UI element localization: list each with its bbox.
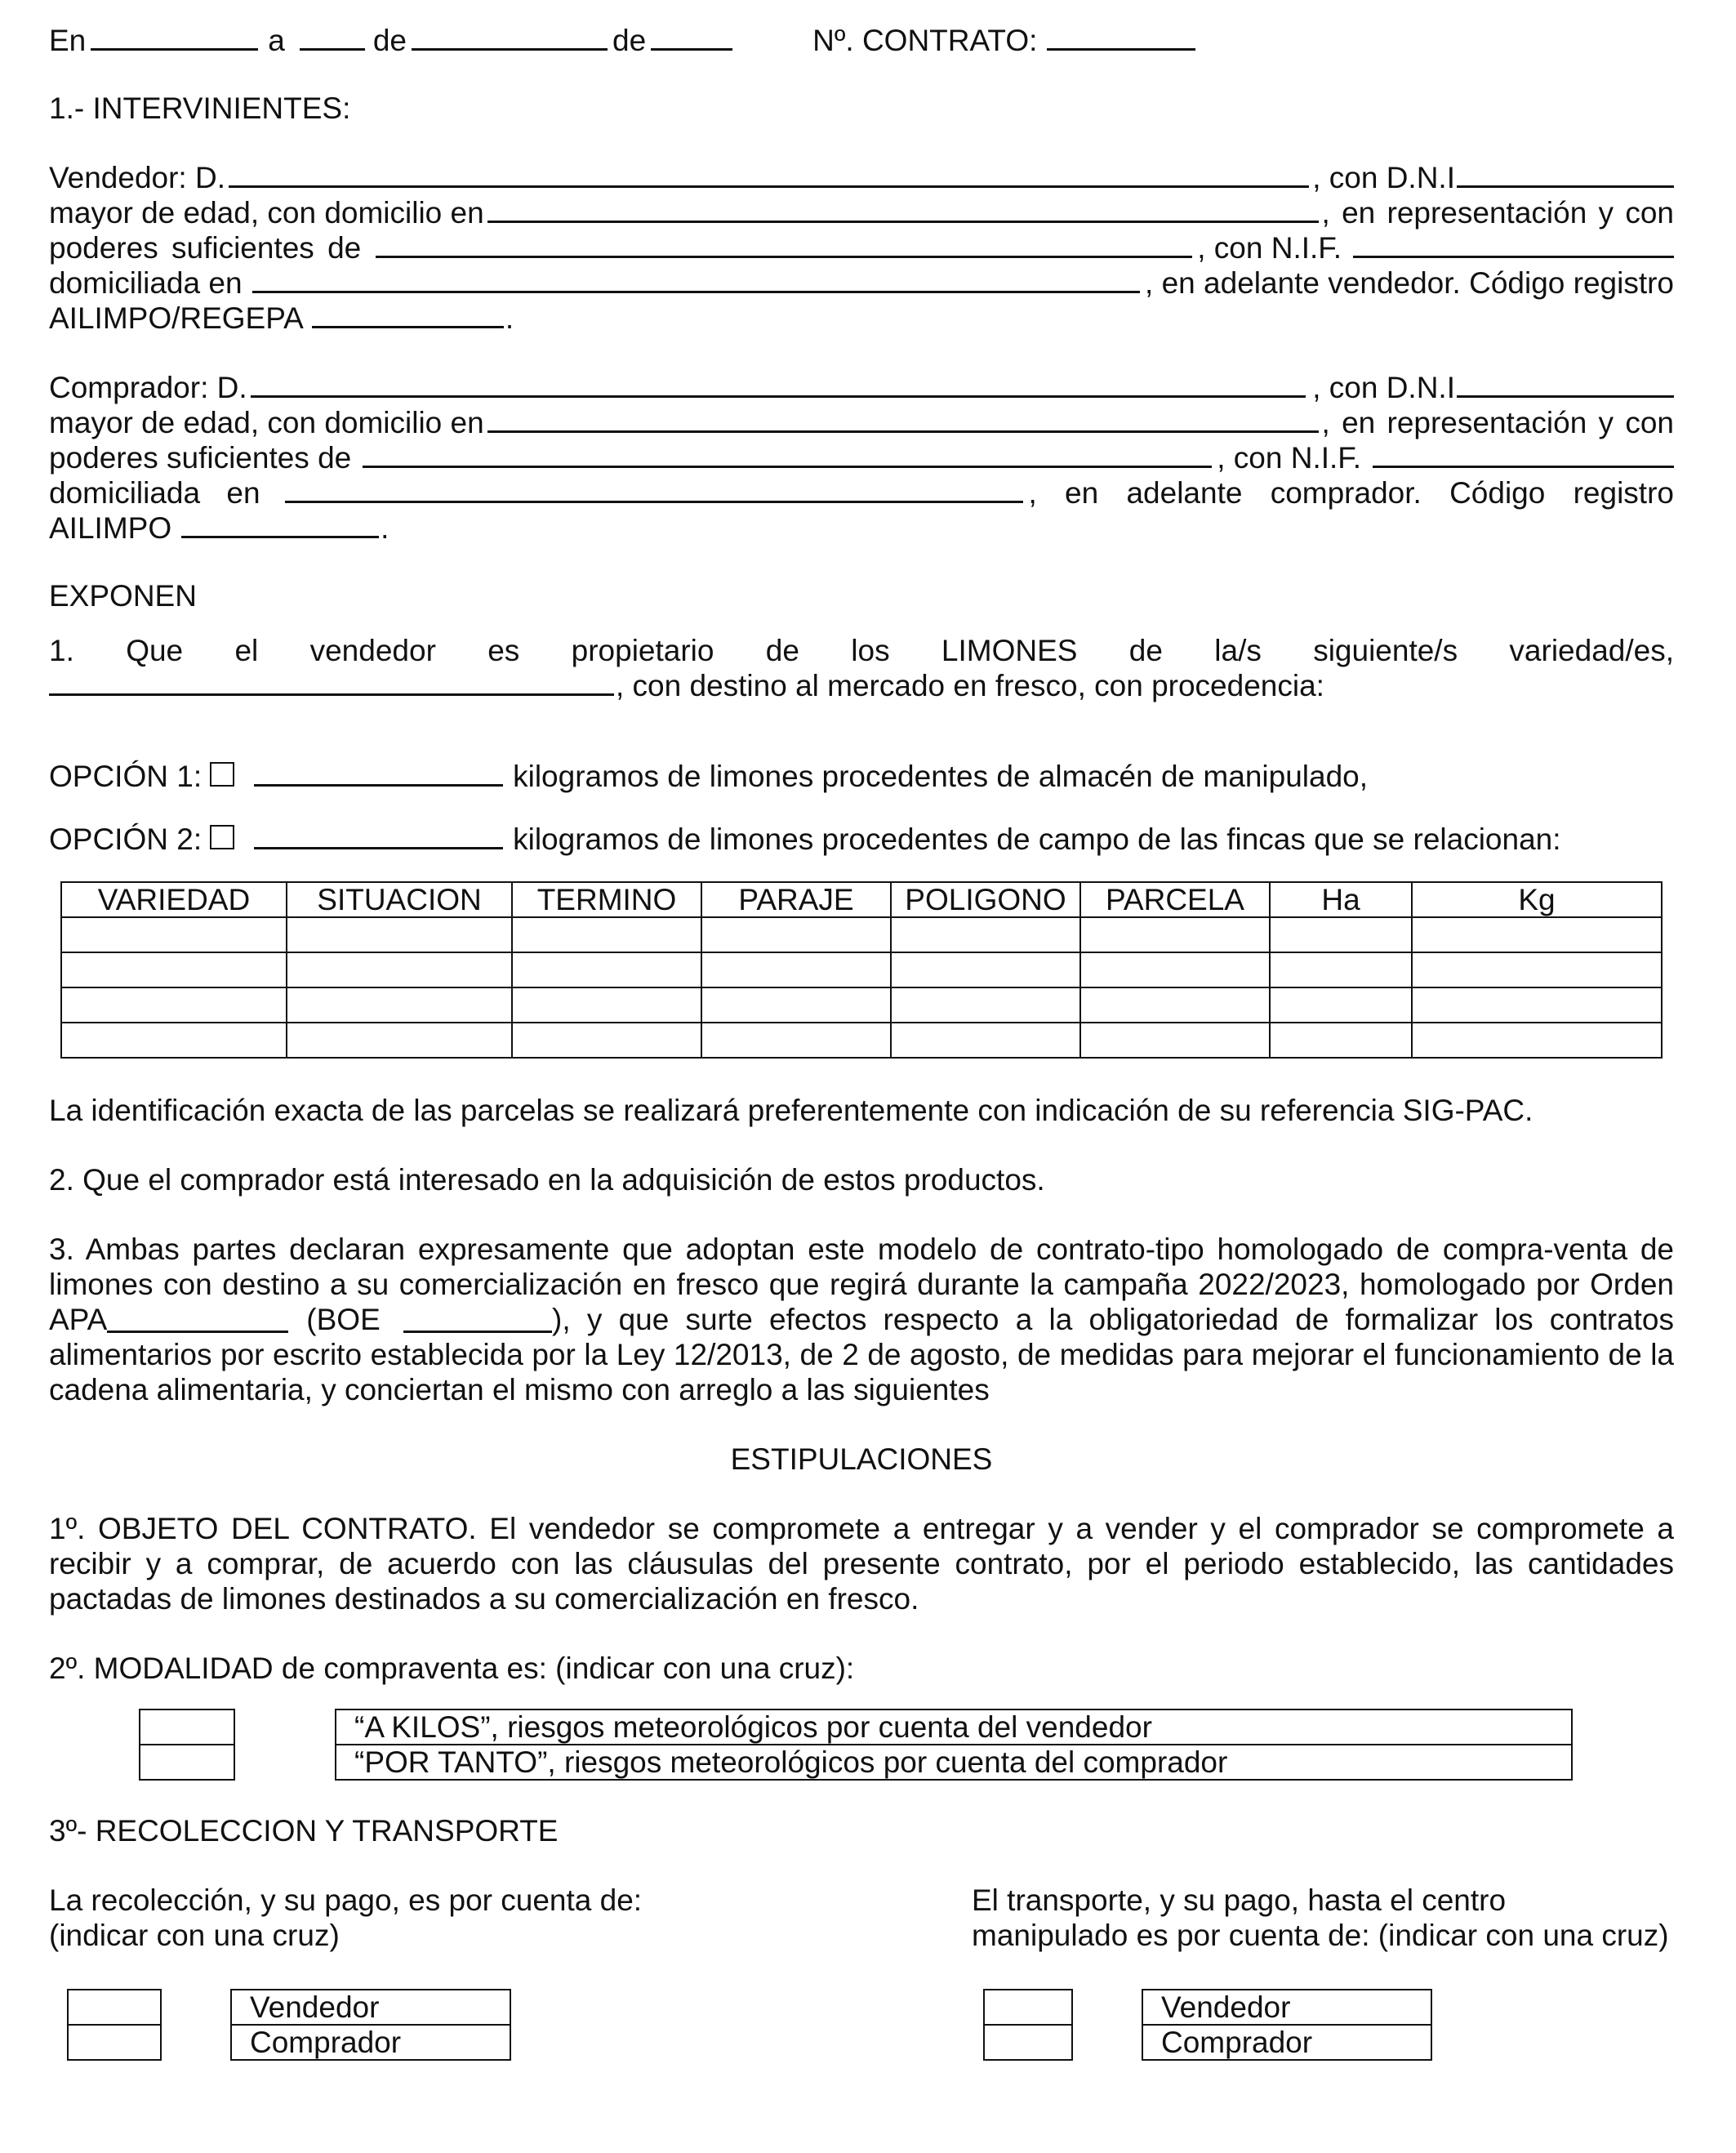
col-poligono: POLIGONO [891, 882, 1080, 917]
buyer-dni-label: , con D.N.I [1312, 371, 1455, 404]
boe-blank[interactable] [403, 1306, 552, 1333]
recoleccion-labels [230, 1989, 511, 2061]
recoleccion-options [67, 1989, 983, 2061]
seller-nif-label: , con N.I.F. [1197, 231, 1342, 265]
point-3-text-c: ), y que surte efectos respecto a la obligatoriedad de formalizar los contratos alimentarios por escrito establecida por la Ley 12/2013, de 2 de agosto, de medidas para mejorar el funcionamiento de la cadena alimentaria, y conciertan el mismo con arreglo a las siguientes [49, 1303, 1674, 1406]
modalidad-kilos-checkbox[interactable] [140, 1709, 234, 1745]
table-cell[interactable] [1270, 952, 1412, 987]
table-cell[interactable] [512, 952, 701, 987]
table-cell[interactable] [512, 1023, 701, 1058]
header-de1: de [372, 24, 407, 57]
modalidad-checkboxes [139, 1709, 235, 1781]
transporte-line-1: El transporte, y su pago, hasta el centro [972, 1883, 1507, 1917]
seller-period: . [505, 301, 514, 335]
recoleccion-line-1: La recolección, y su pago, es por cuenta de: [49, 1883, 643, 1917]
option-1-text: kilogramos de limones procedentes de almacén de manipulado, [513, 760, 1369, 793]
parcels-table [60, 881, 1663, 1059]
table-cell[interactable] [512, 987, 701, 1023]
table-cell[interactable] [61, 952, 287, 987]
buyer-block [49, 370, 1674, 546]
seller-block [49, 160, 1674, 336]
header-en: En [49, 24, 87, 57]
seller-name-blank[interactable] [229, 161, 1309, 188]
table-cell[interactable] [287, 987, 512, 1023]
table-row [61, 917, 1662, 952]
table-row [61, 987, 1662, 1023]
transporte-checkboxes [983, 1989, 1073, 2061]
buyer-nif-blank[interactable] [1373, 441, 1674, 468]
contract-number-label: Nº. CONTRATO: [812, 24, 1038, 57]
table-header-row [61, 882, 1662, 917]
seller-ailimpo-label: AILIMPO/REGEPA [49, 301, 304, 335]
buyer-nif-label: , con N.I.F. [1217, 441, 1362, 475]
table-cell[interactable] [701, 952, 891, 987]
col-termino: TERMINO [512, 882, 701, 917]
recoleccion-comprador-checkbox[interactable] [68, 2025, 161, 2060]
seller-domicile-label: mayor de edad, con domicilio en [49, 196, 484, 230]
table-cell[interactable] [1412, 987, 1662, 1023]
buyer-registry-label: , en adelante comprador. Código registro [1028, 476, 1674, 510]
seller-representation-label: , en representación y con [1321, 196, 1674, 230]
contract-number-blank[interactable] [1047, 24, 1195, 51]
seller-domicile-blank[interactable] [487, 196, 1319, 223]
variety-blank[interactable] [49, 669, 614, 696]
day-blank[interactable] [300, 24, 365, 51]
table-cell[interactable] [1080, 987, 1270, 1023]
recoleccion-checkboxes [67, 1989, 162, 2061]
recoleccion-comprador-label: Comprador [231, 2025, 510, 2060]
table-cell[interactable] [1080, 1023, 1270, 1058]
transporte-vendedor-label: Vendedor [1142, 1990, 1431, 2025]
transporte-column [972, 1883, 1669, 1953]
table-cell[interactable] [61, 917, 287, 952]
option-2-label: OPCIÓN 2: [49, 822, 203, 856]
buyer-ailimpo-blank[interactable] [181, 511, 379, 538]
buyer-dni-blank[interactable] [1457, 371, 1674, 398]
table-cell[interactable] [1412, 952, 1662, 987]
point-1-line-1: 1. Que el vendedor es propietario de los LIMONES de la/s siguiente/s variedad/es, [49, 634, 1674, 667]
transporte-labels [1142, 1989, 1432, 2061]
seller-registry-label: , en adelante vendedor. Código registro [1145, 266, 1674, 300]
buyer-powers-blank[interactable] [363, 441, 1212, 468]
buyer-address-blank[interactable] [285, 476, 1024, 503]
transporte-comprador-checkbox[interactable] [984, 2025, 1072, 2060]
seller-address-blank[interactable] [252, 266, 1141, 293]
table-cell[interactable] [1412, 917, 1662, 952]
buyer-name-label: Comprador: D. [49, 371, 247, 404]
table-cell[interactable] [1080, 917, 1270, 952]
recoleccion-vendedor-label: Vendedor [231, 1990, 510, 2025]
table-cell[interactable] [701, 917, 891, 952]
seller-ailimpo-blank[interactable] [312, 301, 504, 328]
seller-powers-label: poderes suficientes de [49, 231, 362, 265]
transporte-line-2: manipulado es por cuenta de: (indicar con una cruz) [972, 1919, 1669, 1952]
table-cell[interactable] [891, 987, 1080, 1023]
recoleccion-line-2: (indicar con una cruz) [49, 1919, 340, 1952]
recoleccion-vendedor-checkbox[interactable] [68, 1990, 161, 2025]
buyer-period: . [381, 511, 389, 545]
header-de2: de [612, 24, 647, 57]
buyer-domicile-label: mayor de edad, con domicilio en [49, 406, 484, 439]
option-2-text: kilogramos de limones procedentes de campo de las fincas que se relacionan: [513, 822, 1561, 856]
transporte-options [983, 1989, 1432, 2061]
clause-modalidad-title: 2º. MODALIDAD de compraventa es: (indicar con una cruz): [49, 1652, 855, 1685]
buyer-representation-label: , en representación y con [1321, 406, 1674, 439]
table-cell[interactable] [1270, 917, 1412, 952]
option-1-checkbox[interactable] [210, 762, 234, 787]
point-3-text-a: 3. Ambas partes declaran expresamente que adoptan este modelo de contrato-tipo homologado de compra-venta de limones con destino a su comercialización en fresco que regirá durante la campaña 2022/2023, homologado por Orden APA [49, 1233, 1674, 1336]
buyer-address-label: domiciliada en [49, 476, 260, 510]
table-row [61, 952, 1662, 987]
modalidad-options [139, 1709, 1674, 1781]
option-1-label: OPCIÓN 1: [49, 760, 203, 793]
option-2-checkbox[interactable] [210, 825, 234, 849]
table-cell[interactable] [1080, 952, 1270, 987]
month-blank[interactable] [412, 24, 608, 51]
transporte-comprador-label: Comprador [1142, 2025, 1431, 2060]
seller-powers-blank[interactable] [376, 231, 1192, 258]
table-cell[interactable] [891, 952, 1080, 987]
seller-address-label: domiciliada en [49, 266, 243, 300]
point-3-text-b: (BOE [306, 1303, 381, 1336]
table-cell[interactable] [287, 1023, 512, 1058]
seller-nif-blank[interactable] [1353, 231, 1674, 258]
col-parcela: PARCELA [1080, 882, 1270, 917]
col-kg: Kg [1412, 882, 1662, 917]
contract-document [49, 23, 1674, 2061]
table-cell[interactable] [512, 917, 701, 952]
buyer-ailimpo-label: AILIMPO [49, 511, 172, 545]
buyer-domicile-blank[interactable] [487, 406, 1319, 433]
seller-dni-label: , con D.N.I [1312, 161, 1455, 194]
exponen-title: EXPONEN [49, 579, 197, 613]
clause-recoleccion-title: 3º- RECOLECCION Y TRANSPORTE [49, 1814, 559, 1848]
buyer-name-blank[interactable] [251, 371, 1306, 398]
modalidad-tanto-label: “POR TANTO”, riesgos meteorológicos por cuenta del comprador [336, 1745, 1572, 1780]
clause-objeto: 1º. OBJETO DEL CONTRATO. El vendedor se compromete a entregar y a vender y el comprador se compromete a recibir y a comprar, de acuerdo con las cláusulas del presente contrato, por el periodo establecido, las cantidades pactadas de limones destinados a su comercialización en fresco. [49, 1512, 1674, 1616]
seller-dni-blank[interactable] [1457, 161, 1674, 188]
modalidad-labels [335, 1709, 1573, 1781]
recoleccion-column [49, 1883, 972, 1953]
col-variedad: VARIEDAD [61, 882, 287, 917]
modalidad-kilos-label: “A KILOS”, riesgos meteorológicos por cuenta del vendedor [336, 1709, 1572, 1745]
col-ha: Ha [1270, 882, 1412, 917]
transporte-vendedor-checkbox[interactable] [984, 1990, 1072, 2025]
option-1-kg-blank[interactable] [254, 760, 503, 787]
option-2-kg-blank[interactable] [254, 822, 503, 849]
seller-name-label: Vendedor: D. [49, 161, 225, 194]
option-1-row [49, 759, 1674, 794]
year-blank[interactable] [651, 24, 732, 51]
estipulaciones-title: ESTIPULACIONES [730, 1442, 993, 1476]
header-line [49, 23, 1674, 58]
buyer-powers-label: poderes suficientes de [49, 441, 352, 475]
table-cell[interactable] [891, 917, 1080, 952]
party-options [49, 1989, 1674, 2061]
table-cell[interactable] [1270, 987, 1412, 1023]
table-cell[interactable] [1270, 1023, 1412, 1058]
intervinientes-title: 1.- INTERVINIENTES: [49, 91, 351, 125]
option-2-row [49, 822, 1674, 857]
table-cell[interactable] [287, 952, 512, 987]
sigpac-note: La identificación exacta de las parcelas se realizará preferentemente con indicación de su referencia SIG-PAC. [49, 1094, 1533, 1127]
exponen-point-3 [49, 1232, 1674, 1407]
exponen-point-2: 2. Que el comprador está interesado en la adquisición de estos productos. [49, 1163, 1045, 1197]
table-cell[interactable] [287, 917, 512, 952]
modalidad-tanto-checkbox[interactable] [140, 1745, 234, 1780]
col-situacion: SITUACION [287, 882, 512, 917]
exponen-point-1 [49, 633, 1674, 703]
table-cell[interactable] [1412, 1023, 1662, 1058]
recoleccion-transporte-columns [49, 1883, 1674, 1953]
header-a: a [268, 24, 285, 57]
col-paraje: PARAJE [701, 882, 891, 917]
table-row [61, 1023, 1662, 1058]
table-cell[interactable] [701, 1023, 891, 1058]
table-cell[interactable] [701, 987, 891, 1023]
date-place-blank[interactable] [91, 24, 258, 51]
table-cell[interactable] [61, 1023, 287, 1058]
point-1-line-2: , con destino al mercado en fresco, con procedencia: [616, 669, 1324, 702]
order-apa-blank[interactable] [107, 1306, 288, 1333]
table-cell[interactable] [891, 1023, 1080, 1058]
table-cell[interactable] [61, 987, 287, 1023]
